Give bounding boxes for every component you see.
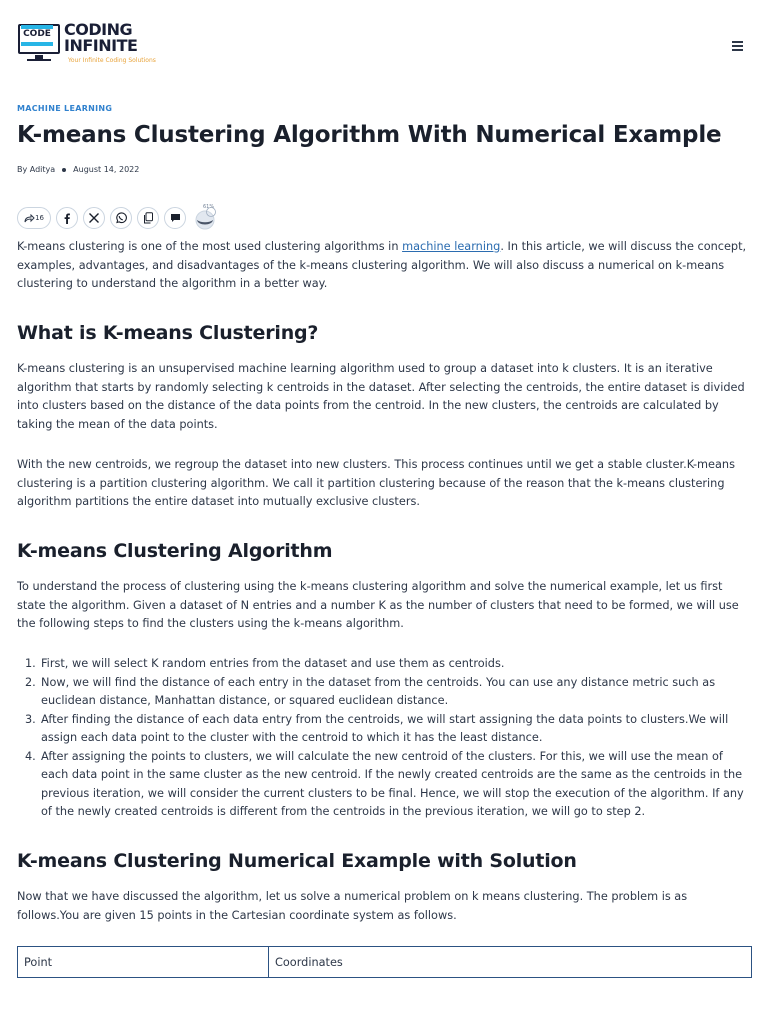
site-header bbox=[0, 0, 768, 88]
meta-separator-dot bbox=[62, 168, 66, 172]
step-text: After assigning the points to clusters, we will calculate the new centroid of the clusters. For this, we will use the mean of each data point in the same cluster as the new centroid. If the newly created centroids are the same as the centroids in the previous iteration, we will consider the current clusters to be final. Hence, we will stop the execution of the algorithm. If any of the newly created centroids is different from the centroids in the previous iteration, we will go to step 2. bbox=[41, 749, 744, 818]
column-header-point: Point bbox=[18, 947, 269, 978]
step-number: 1. bbox=[25, 657, 36, 670]
step-text: Now, we will find the distance of each entry in the dataset from the centroids. You can use any distance metric such as euclidean distance, Manhattan distance, or squared euclidean distance. bbox=[41, 675, 716, 707]
comment-icon bbox=[170, 213, 181, 223]
logo-code-text: CODE bbox=[23, 29, 51, 39]
copy-link-icon bbox=[143, 212, 154, 224]
algorithm-steps-list bbox=[17, 655, 749, 822]
logo-tagline: Your Infinite Coding Solutions bbox=[68, 57, 156, 64]
grow-percent: 61% bbox=[203, 204, 215, 210]
what-is-paragraph-2: With the new centroids, we regroup the dataset into new clusters. This process continues until we get a stable cluster.K-means clustering is a partition clustering algorithm. We call it partition clustering because of the reason that the k-means clustering algorithm partitions the entire dataset into mutually exclusive clusters. bbox=[17, 458, 735, 508]
copy-link-button[interactable] bbox=[137, 207, 159, 229]
author-byline[interactable]: By Aditya bbox=[17, 165, 56, 174]
share-count: 16 bbox=[35, 214, 44, 222]
list-item bbox=[17, 674, 749, 711]
step-number: 2. bbox=[25, 675, 36, 689]
step-text: First, we will select K random entries from the dataset and use them as centroids. bbox=[41, 657, 505, 670]
logo-wordmark-line2: INFINITE bbox=[64, 36, 138, 55]
facebook-share-button[interactable] bbox=[56, 207, 78, 229]
list-item bbox=[17, 711, 749, 748]
article-meta bbox=[17, 165, 139, 174]
heading-what-is-kmeans: What is K-means Clustering? bbox=[17, 322, 319, 344]
x-icon bbox=[89, 213, 99, 223]
share-count-button[interactable] bbox=[17, 207, 51, 229]
share-icon bbox=[24, 214, 35, 223]
intro-text-after: . In this article, we will discuss the concept, examples, advantages, and disadvantages of the k-means clustering algorithm. We will also discuss a numerical on k-means clustering to understand the algorithm in a better way. bbox=[17, 240, 747, 290]
list-item bbox=[17, 655, 749, 674]
grow-button[interactable] bbox=[193, 206, 217, 230]
comment-button[interactable] bbox=[164, 207, 186, 229]
heading-algorithm: K-means Clustering Algorithm bbox=[17, 540, 333, 562]
whatsapp-share-button[interactable] bbox=[110, 207, 132, 229]
step-text: After finding the distance of each data entry from the centroids, we will start assigning the data points to clusters.We will assign each data point to the cluster with the centroid to which it has the least distance. bbox=[41, 712, 729, 744]
hamburger-menu-icon[interactable] bbox=[730, 38, 746, 52]
publish-date: August 14, 2022 bbox=[73, 165, 140, 174]
facebook-icon bbox=[64, 213, 70, 224]
whatsapp-icon bbox=[115, 212, 127, 224]
share-bar bbox=[17, 205, 217, 231]
machine-learning-link[interactable]: machine learning bbox=[402, 240, 501, 253]
numerical-paragraph: Now that we have discussed the algorithm, let us solve a numerical problem on k means clustering. The problem is as follows.You are given 15 points in the Cartesian coordinate system as follows. bbox=[17, 890, 688, 922]
list-item bbox=[17, 748, 749, 822]
points-table bbox=[17, 946, 752, 978]
intro-paragraph bbox=[17, 238, 749, 294]
site-logo[interactable] bbox=[18, 22, 168, 68]
algorithm-paragraph: To understand the process of clustering using the k-means clustering algorithm and solve the numerical example, let us first state the algorithm. Given a dataset of N entries and a number K as the number of clusters that need to be formed, we will use the following steps to find the clusters using the k-means algorithm. bbox=[17, 580, 739, 630]
what-is-paragraph-1: K-means clustering is an unsupervised machine learning algorithm used to group a dataset into k clusters. It is an iterative algorithm that starts by randomly selecting k centroids in the dataset. After selecting the centroids, the entire dataset is divided into clusters based on the distance of the data points from the centroid. In the new clusters, the centroids are calculated by taking the mean of the data points. bbox=[17, 362, 745, 431]
intro-text-before: K-means clustering is one of the most used clustering algorithms in bbox=[17, 240, 403, 253]
x-share-button[interactable] bbox=[83, 207, 105, 229]
heading-numerical-example: K-means Clustering Numerical Example with Solution bbox=[17, 850, 577, 872]
article-title: K-means Clustering Algorithm With Numerical Example bbox=[17, 122, 722, 148]
monitor-logo-icon bbox=[18, 22, 62, 64]
table-header-row bbox=[18, 947, 752, 978]
logo-wordmark-line1: CODING bbox=[64, 20, 133, 39]
category-link[interactable]: MACHINE LEARNING bbox=[17, 104, 113, 113]
step-number: 4. bbox=[25, 749, 36, 763]
column-header-coordinates: Coordinates bbox=[269, 947, 752, 978]
step-number: 3. bbox=[25, 712, 36, 726]
